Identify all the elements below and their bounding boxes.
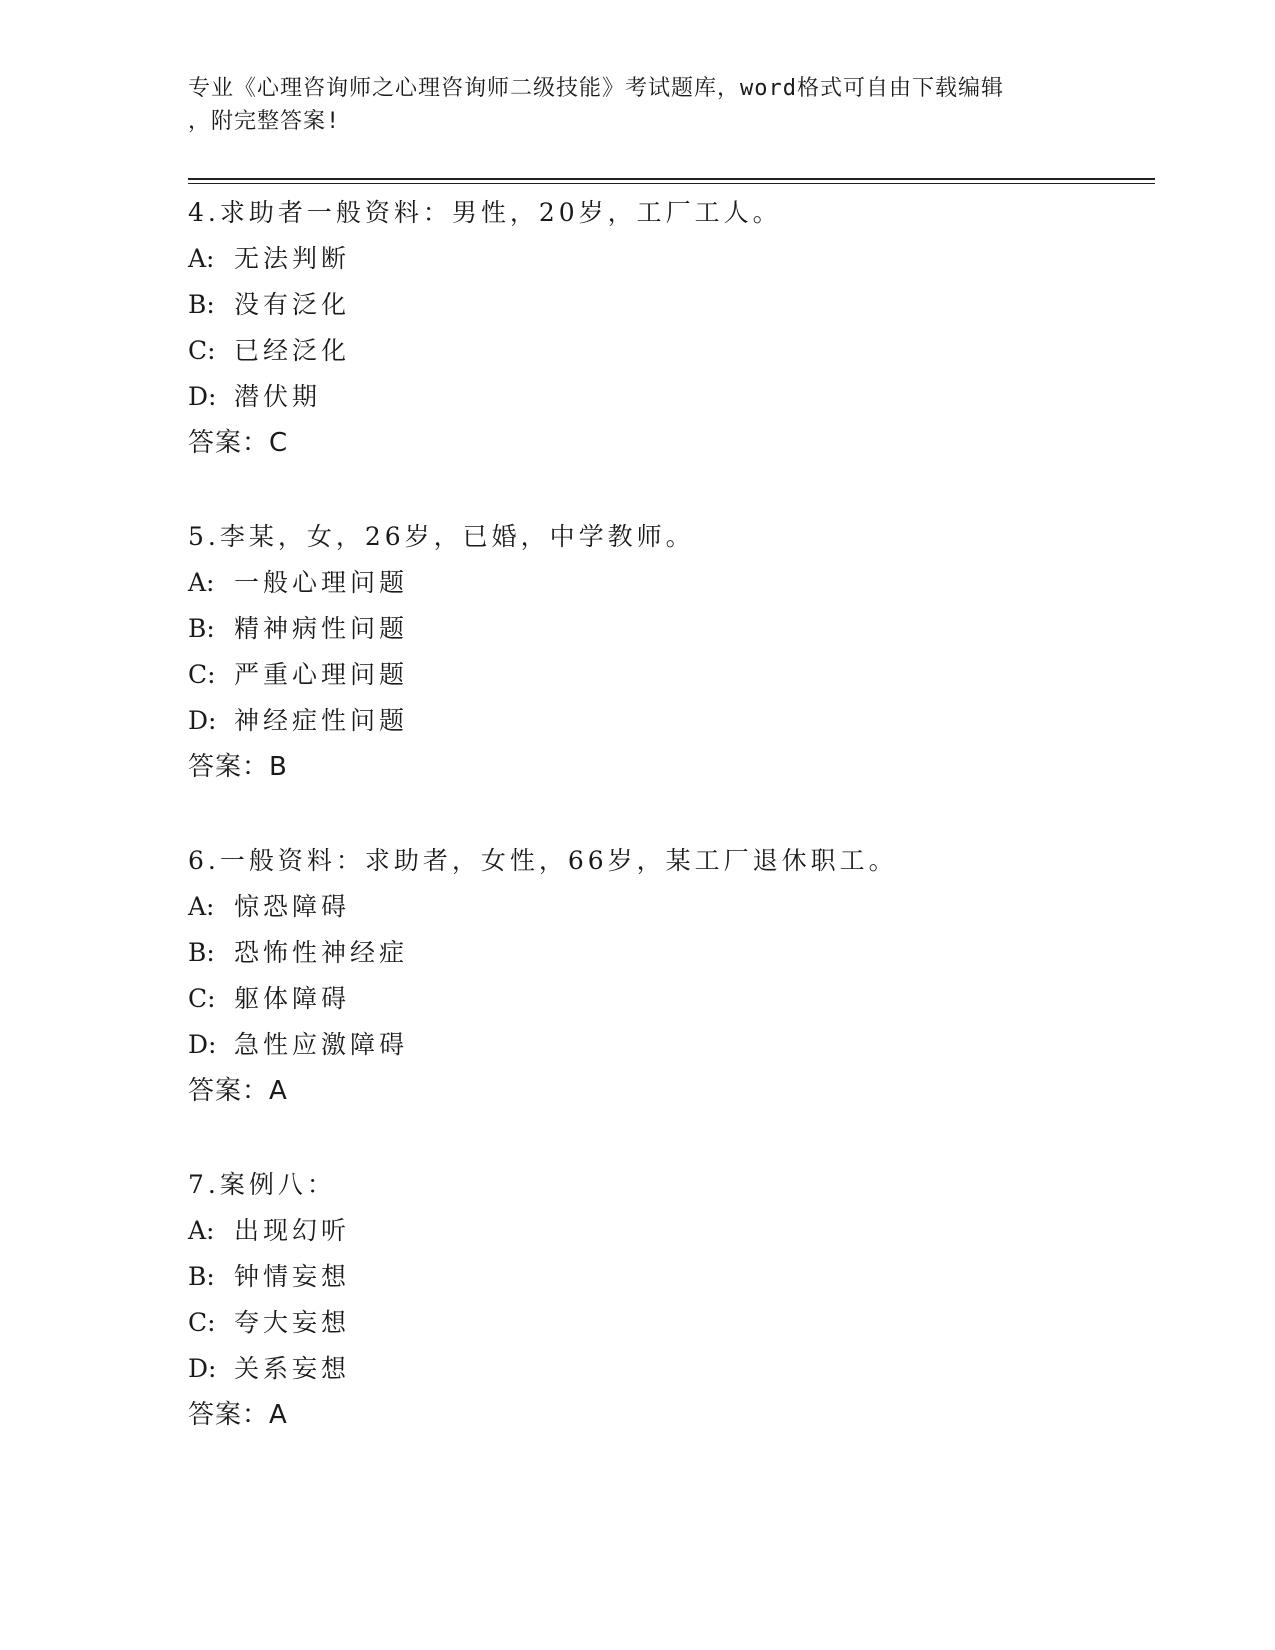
- option-text: 一般心理问题: [234, 568, 409, 597]
- option-letter: A:: [188, 1216, 215, 1245]
- option-d: [188, 374, 1148, 420]
- option-c: [188, 652, 1148, 698]
- option-b: [188, 930, 1148, 976]
- question-stem: 7.案例八：: [188, 1170, 336, 1199]
- option-c: [188, 1300, 1148, 1346]
- option-letter: B:: [188, 1262, 215, 1291]
- option-letter: C:: [188, 336, 216, 365]
- option-letter: B:: [188, 614, 215, 643]
- option-letter: C:: [188, 1308, 216, 1337]
- option-text: 已经泛化: [234, 336, 351, 365]
- answer-line: [188, 1392, 1148, 1438]
- option-text: 钟情妄想: [234, 1262, 351, 1291]
- option-text: 出现幻听: [234, 1216, 351, 1245]
- answer-value: B: [269, 752, 288, 782]
- option-c: [188, 328, 1148, 374]
- option-letter: A:: [188, 244, 215, 273]
- option-b: [188, 1254, 1148, 1300]
- header-line-1: 专业《心理咨询师之心理咨询师二级技能》考试题库，word格式可自由下载编辑: [188, 76, 1004, 101]
- document-header: [188, 72, 1088, 138]
- option-text: 惊恐障碍: [234, 892, 351, 921]
- option-d: [188, 1346, 1148, 1392]
- option-a: [188, 560, 1148, 606]
- answer-label: 答案：: [188, 428, 270, 458]
- answer-label: 答案：: [188, 1076, 270, 1106]
- option-text: 无法判断: [234, 244, 351, 273]
- question-item: [188, 514, 1148, 790]
- question-stem: 5.李某，女，26岁，已婚，中学教师。: [188, 522, 695, 551]
- option-d: [188, 698, 1148, 744]
- answer-label: 答案：: [188, 1400, 270, 1430]
- option-letter: D:: [188, 1354, 217, 1383]
- answer-line: [188, 1068, 1148, 1114]
- option-a: [188, 236, 1148, 282]
- option-text: 恐怖性神经症: [234, 938, 409, 967]
- answer-value: A: [269, 1400, 288, 1430]
- option-text: 关系妄想: [234, 1354, 351, 1383]
- option-text: 精神病性问题: [234, 614, 409, 643]
- answer-line: [188, 420, 1148, 466]
- answer-value: A: [269, 1076, 288, 1106]
- option-b: [188, 282, 1148, 328]
- option-letter: C:: [188, 660, 216, 689]
- option-text: 急性应激障碍: [234, 1030, 409, 1059]
- option-letter: A:: [188, 568, 215, 597]
- option-text: 没有泛化: [234, 290, 351, 319]
- question-item: [188, 1162, 1148, 1438]
- option-text: 夸大妄想: [234, 1308, 351, 1337]
- answer-value: C: [269, 428, 289, 458]
- answer-label: 答案：: [188, 752, 270, 782]
- header-line-2: ，附完整答案!: [188, 109, 341, 134]
- option-text: 躯体障碍: [234, 984, 351, 1013]
- option-letter: B:: [188, 290, 215, 319]
- option-b: [188, 606, 1148, 652]
- question-item: [188, 190, 1148, 466]
- option-text: 神经症性问题: [234, 706, 409, 735]
- option-letter: A:: [188, 892, 215, 921]
- header-divider-thick: [188, 178, 1155, 180]
- header-divider-thin: [188, 183, 1155, 184]
- question-item: [188, 838, 1148, 1114]
- option-letter: D:: [188, 382, 217, 411]
- option-d: [188, 1022, 1148, 1068]
- answer-line: [188, 744, 1148, 790]
- question-list: [188, 190, 1148, 1486]
- option-letter: C:: [188, 984, 216, 1013]
- question-stem: 4.求助者一般资料：男性，20岁，工厂工人。: [188, 198, 782, 227]
- option-letter: D:: [188, 1030, 217, 1059]
- option-a: [188, 1208, 1148, 1254]
- option-letter: B:: [188, 938, 215, 967]
- question-stem: 6.一般资料：求助者，女性，66岁，某工厂退休职工。: [188, 846, 898, 875]
- option-c: [188, 976, 1148, 1022]
- option-text: 严重心理问题: [234, 660, 409, 689]
- option-letter: D:: [188, 706, 217, 735]
- option-a: [188, 884, 1148, 930]
- option-text: 潜伏期: [234, 382, 322, 411]
